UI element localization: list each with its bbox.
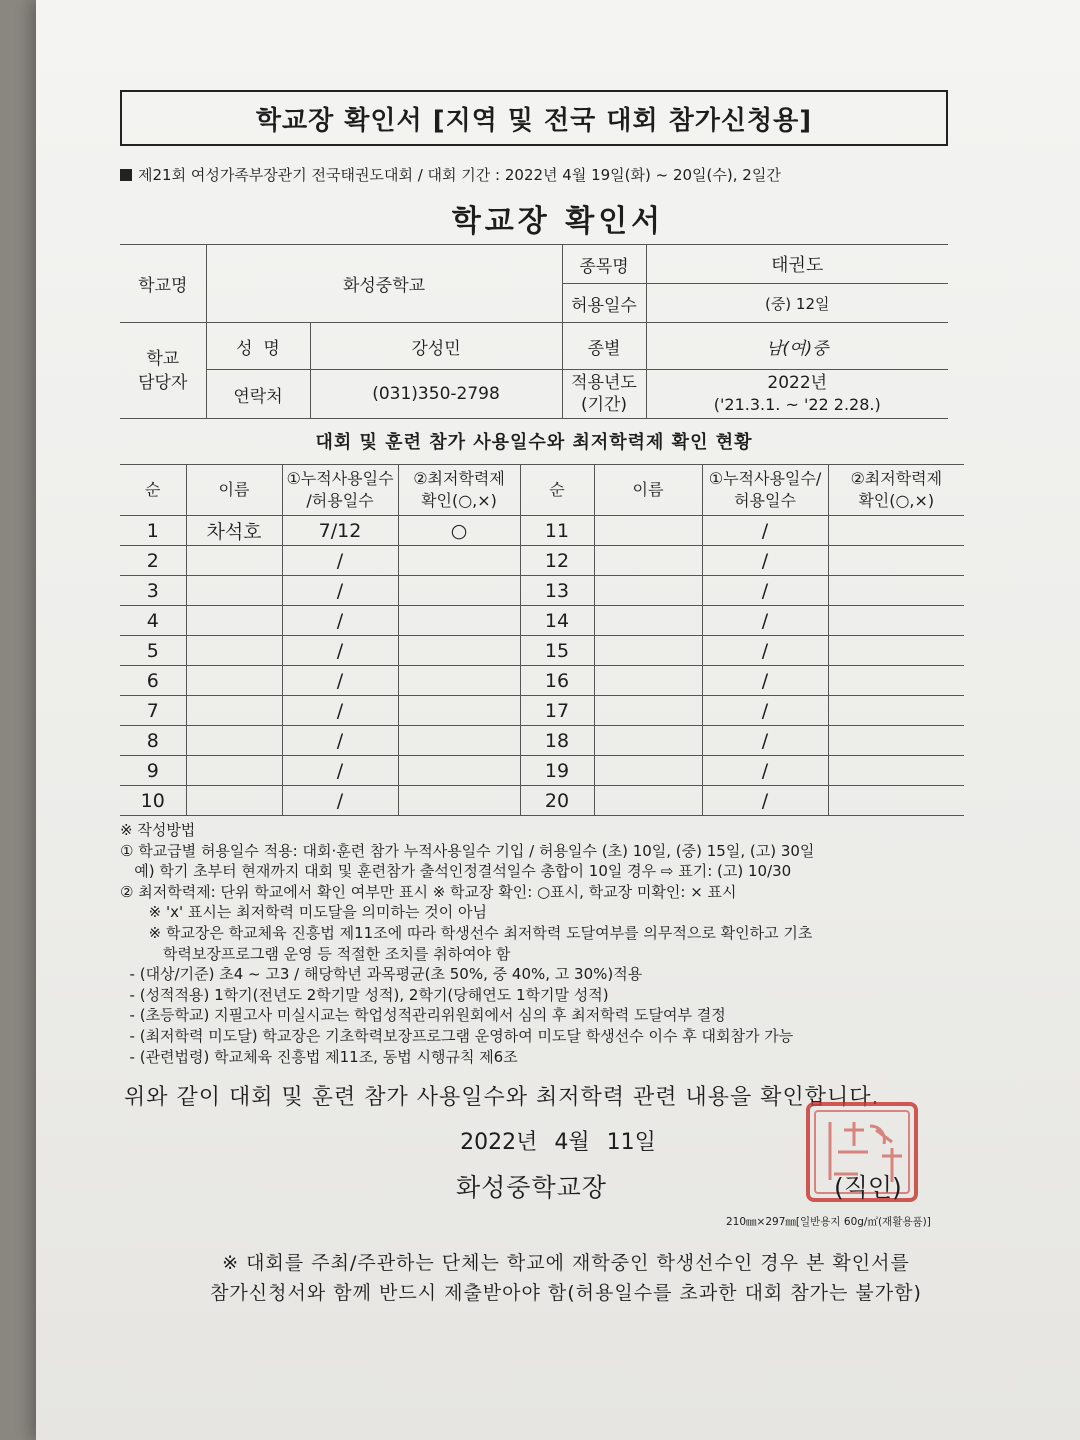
row-num-right: 17	[520, 696, 594, 726]
principal-signature-name: 화성중학교장	[456, 1173, 607, 1202]
table-row	[120, 696, 964, 726]
table-row	[120, 576, 964, 606]
row-num-right: 12	[520, 546, 594, 576]
row-name-right	[594, 516, 702, 546]
gender-value: 남(여)중	[646, 323, 948, 370]
year-label	[562, 370, 646, 419]
section-title: 대회 및 훈련 참가 사용일수와 최저학력제 확인 현황	[315, 432, 753, 453]
allowed-days-label: 허용일수	[562, 284, 646, 323]
instruction-line: - (최저학력 미도달) 학교장은 기초학력보장프로그램 운영하여 미도달 학생선수 이수 후 대회참가 가능	[120, 1026, 794, 1045]
row-num-left: 1	[120, 516, 186, 546]
row-name-left	[186, 636, 282, 666]
row-days-right: /	[702, 786, 828, 816]
row-num-right: 18	[520, 726, 594, 756]
event-info-text: 제21회 여성가족부장관기 전국태권도대회 / 대회 기간 : 2022년 4월 19일(화) ~ 20일(수), 2일간	[138, 166, 781, 184]
row-check-right	[828, 666, 964, 696]
row-check-left	[398, 546, 520, 576]
manager-label-line1: 학교	[146, 348, 180, 369]
header-check-left-line2: 확인(○,×)	[421, 491, 497, 510]
table-row	[120, 786, 964, 816]
row-name-right	[594, 576, 702, 606]
row-name-left	[186, 606, 282, 636]
document-page	[36, 0, 1080, 1440]
header-check-right-line2: 확인(○,×)	[858, 491, 935, 510]
table-row	[120, 756, 964, 786]
row-check-right	[828, 636, 964, 666]
row-name-left	[186, 666, 282, 696]
row-days-left: /	[282, 756, 398, 786]
row-name-left	[186, 726, 282, 756]
name-value: 강성민	[310, 323, 562, 370]
document-title-text: 학교장 확인서 [지역 및 전국 대회 참가신청용]	[255, 105, 813, 136]
row-num-left: 5	[120, 636, 186, 666]
instruction-line: ※ 학교장은 학교체육 진흥법 제11조에 따라 학생선수 최저학력 도달여부를 의무적으로 확인하고 기초	[120, 923, 813, 942]
row-days-left: /	[282, 546, 398, 576]
row-days-left: /	[282, 666, 398, 696]
row-num-left: 6	[120, 666, 186, 696]
header-days-right-line2: 허용일수	[734, 491, 796, 510]
submission-footnote	[116, 1248, 1016, 1308]
instruction-line: ② 최저학력제: 단위 학교에서 확인 여부만 표시 ※ 학교장 확인: ○표시, 학교장 미확인: × 표시	[120, 882, 737, 901]
table-row	[120, 636, 964, 666]
instruction-line: ※ 작성방법	[120, 821, 196, 839]
row-num-left: 2	[120, 546, 186, 576]
year-label-line2: (기간)	[580, 395, 628, 415]
form-title: 학교장 확인서	[451, 204, 665, 239]
sport-label: 종목명	[562, 245, 646, 284]
row-name-left	[186, 786, 282, 816]
header-days-left	[282, 465, 398, 516]
header-check-right	[828, 465, 964, 516]
header-days-right	[702, 465, 828, 516]
row-check-right	[828, 516, 964, 546]
gender-label: 종별	[562, 323, 646, 370]
document-title	[120, 90, 948, 146]
table-header-row	[120, 465, 964, 516]
school-name-value: 화성중학교	[206, 245, 562, 323]
row-check-left: ○	[398, 516, 520, 546]
row-num-right: 20	[520, 786, 594, 816]
square-bullet-icon	[120, 169, 132, 181]
header-check-left-line1: ②최저학력제	[413, 469, 505, 488]
header-days-left-line1: ①누적사용일수	[286, 469, 394, 488]
row-name-left	[186, 696, 282, 726]
row-name-right	[594, 756, 702, 786]
row-check-left	[398, 696, 520, 726]
row-days-left: /	[282, 726, 398, 756]
manager-label	[120, 323, 206, 419]
row-num-right: 11	[520, 516, 594, 546]
year-label-line1: 적용년도	[571, 373, 637, 393]
row-check-right	[828, 546, 964, 576]
header-name-right: 이름	[594, 465, 702, 516]
year-value-line2: ('21.3.1. ~ '22 2.28.)	[713, 395, 881, 414]
row-check-right	[828, 756, 964, 786]
row-check-right	[828, 606, 964, 636]
row-check-right	[828, 726, 964, 756]
row-days-right: /	[702, 756, 828, 786]
table-body	[120, 516, 964, 816]
row-days-right: /	[702, 636, 828, 666]
year-value-line1: 2022년	[767, 373, 828, 393]
confirmation-statement: 위와 같이 대회 및 훈련 참가 사용일수와 최저학력 관련 내용을 확인합니다.	[124, 1085, 880, 1110]
header-check-left	[398, 465, 520, 516]
row-name-left	[186, 546, 282, 576]
table-row	[120, 546, 964, 576]
row-days-right: /	[702, 516, 828, 546]
instruction-line: 예) 학기 초부터 현재까지 대회 및 훈련참가 출석인정결석일수 총합이 10일 경우 ⇨ 표기: (고) 10/30	[120, 862, 792, 881]
participation-table	[120, 464, 964, 816]
issue-date: 2022년 4월 11일	[460, 1130, 656, 1155]
writing-instructions	[120, 820, 1000, 1067]
instruction-line: - (관련법령) 학교체육 진흥법 제11조, 동법 시행규칙 제6조	[120, 1047, 518, 1066]
contact-label: 연락처	[206, 370, 310, 419]
school-name-label: 학교명	[120, 245, 206, 323]
row-days-left: /	[282, 786, 398, 816]
row-name-right	[594, 546, 702, 576]
header-days-left-line2: /허용일수	[306, 491, 374, 510]
row-name-left: 차석호	[186, 516, 282, 546]
row-check-left	[398, 786, 520, 816]
row-days-right: /	[702, 696, 828, 726]
row-name-left	[186, 576, 282, 606]
table-row	[120, 726, 964, 756]
name-label: 성 명	[206, 323, 310, 370]
row-num-right: 14	[520, 606, 594, 636]
row-check-left	[398, 636, 520, 666]
row-days-left: /	[282, 606, 398, 636]
header-num-left: 순	[120, 465, 186, 516]
row-name-right	[594, 606, 702, 636]
sport-value: 태권도	[646, 245, 948, 284]
row-check-left	[398, 756, 520, 786]
table-row	[120, 666, 964, 696]
event-info-line	[120, 164, 980, 185]
row-days-left: /	[282, 576, 398, 606]
instruction-line: ① 학교급별 허용일수 적용: 대회·훈련 참가 누적사용일수 기입 / 허용일수 (초) 10일, (중) 15일, (고) 30일	[120, 841, 815, 860]
header-days-right-line1: ①누적사용일수/	[708, 469, 822, 488]
footnote-line-1: ※ 대회를 주최/주관하는 단체는 학교에 재학중인 학생선수인 경우 본 확인서를	[222, 1252, 910, 1274]
seal-label: (직인)	[834, 1173, 902, 1202]
header-num-right: 순	[520, 465, 594, 516]
row-num-left: 8	[120, 726, 186, 756]
instruction-line: - (성적적용) 1학기(전년도 2학기말 성적), 2학기(당해연도 1학기말 성적)	[120, 985, 609, 1004]
year-value	[646, 370, 948, 419]
row-name-right	[594, 666, 702, 696]
row-name-right	[594, 636, 702, 666]
row-days-right: /	[702, 606, 828, 636]
row-days-right: /	[702, 576, 828, 606]
row-num-left: 4	[120, 606, 186, 636]
row-check-left	[398, 726, 520, 756]
row-name-right	[594, 726, 702, 756]
instruction-line: ※ 'x' 표시는 최저학력 미도달을 의미하는 것이 아님	[120, 903, 487, 922]
table-row	[120, 606, 964, 636]
row-days-right: /	[702, 726, 828, 756]
instruction-line: 학력보장프로그램 운영 등 적절한 조치를 취하여야 함	[120, 944, 511, 963]
row-num-right: 16	[520, 666, 594, 696]
row-num-right: 19	[520, 756, 594, 786]
row-days-right: /	[702, 546, 828, 576]
row-days-right: /	[702, 666, 828, 696]
row-num-right: 13	[520, 576, 594, 606]
row-name-left	[186, 756, 282, 786]
school-info-table	[120, 244, 948, 419]
row-num-left: 3	[120, 576, 186, 606]
row-days-left: /	[282, 696, 398, 726]
row-check-left	[398, 666, 520, 696]
table-row	[120, 516, 964, 546]
row-check-right	[828, 576, 964, 606]
header-name-left: 이름	[186, 465, 282, 516]
row-days-left: 7/12	[282, 516, 398, 546]
footnote-line-2: 참가신청서와 함께 반드시 제출받아야 함(허용일수를 초과한 대회 참가는 불가함)	[210, 1282, 922, 1304]
instruction-line: - (초등학교) 지필고사 미실시교는 학업성적관리위원회에서 심의 후 최저학력 도달여부 결정	[120, 1006, 726, 1025]
row-check-left	[398, 576, 520, 606]
manager-label-line2: 담당자	[138, 372, 188, 393]
row-name-right	[594, 786, 702, 816]
row-check-right	[828, 696, 964, 726]
row-num-left: 10	[120, 786, 186, 816]
header-check-right-line1: ②최저학력제	[850, 469, 943, 488]
row-check-right	[828, 786, 964, 816]
row-num-left: 9	[120, 756, 186, 786]
paper-spec-note: 210㎜×297㎜[일반용지 60g/㎡(재활용품)]	[726, 1216, 931, 1228]
instruction-line: - (대상/기준) 초4 ~ 고3 / 해당학년 과목평균(초 50%, 중 40%, 고 30%)적용	[120, 965, 643, 984]
row-check-left	[398, 606, 520, 636]
row-days-left: /	[282, 636, 398, 666]
allowed-days-value: (중) 12일	[646, 284, 948, 323]
row-num-right: 15	[520, 636, 594, 666]
contact-value: (031)350-2798	[310, 370, 562, 419]
row-num-left: 7	[120, 696, 186, 726]
row-name-right	[594, 696, 702, 726]
